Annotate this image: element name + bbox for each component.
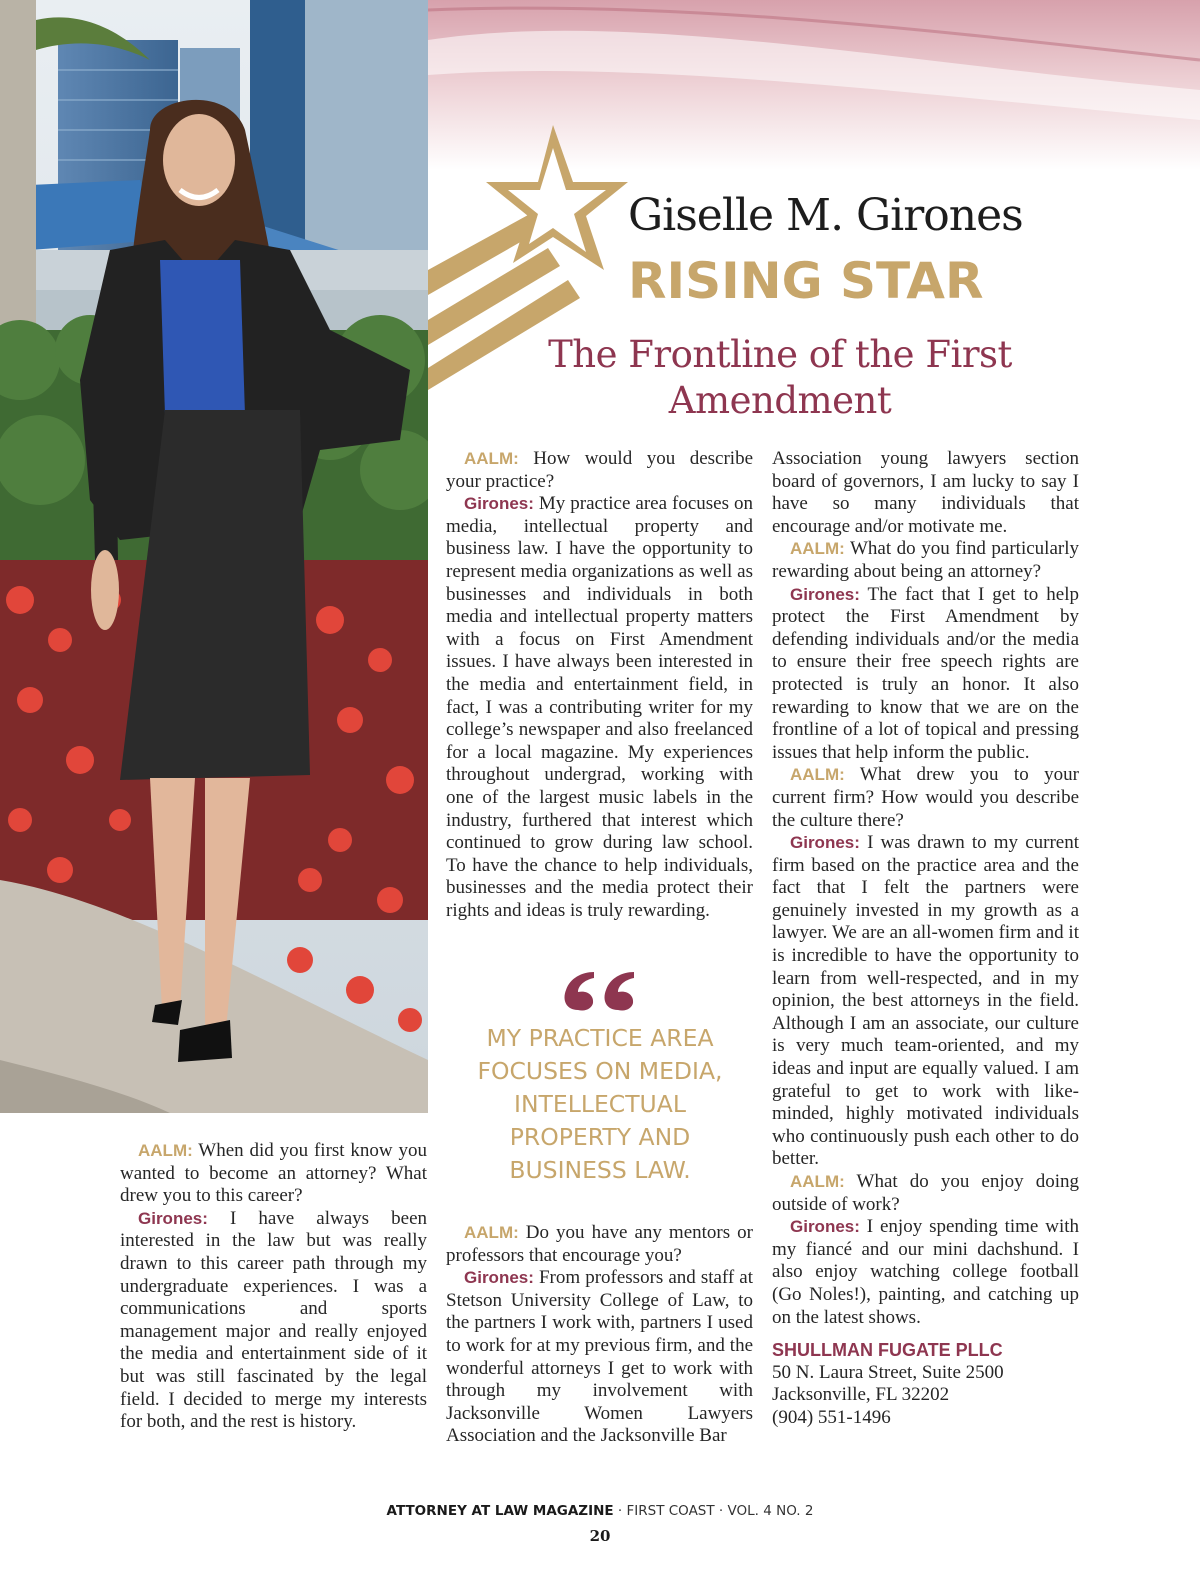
question-text: What drew you to your current firm? How would you describe the culture there? — [772, 764, 1079, 831]
column-middle-top — [446, 448, 753, 922]
answer-label: Girones: — [790, 1217, 860, 1237]
question-label: AALM: — [790, 539, 845, 559]
answer-text: Association young lawyers section board of governors, I am lucky to say I have so many individuals that encourage and/or motivate me. — [772, 448, 1079, 537]
pull-quote: MY PRACTICE AREA FOCUSES ON MEDIA, INTELLECTUAL PROPERTY AND BUSINESS LAW. — [477, 1024, 723, 1184]
question-text: How would you describe your practice? — [446, 448, 753, 492]
page-footer — [0, 1503, 1200, 1519]
firm-address-line1: 50 N. Laura Street, Suite 2500 — [772, 1361, 1004, 1383]
page-number: 20 — [589, 1527, 611, 1545]
portrait-photo — [0, 0, 428, 1113]
answer-label: Girones: — [790, 833, 860, 853]
answer-text: I was drawn to my current firm based on the practice area and the fact that I felt the partners were genuinely invested in my growth as a lawyer. We are an all-women firm and it is incredible to have the opportunity to learn from well-respected, and in my opinion, the best attorneys in the field. Although I am an associate, our culture is very much team-oriented, and my ideas and input are equally valued. I am grateful to get to work with like-minded, highly motivated individuals who continuously push each other to do better. — [772, 832, 1080, 1170]
firm-address-line2: Jacksonville, FL 32202 — [772, 1384, 950, 1406]
answer-text: I have always been interested in the law but was really drawn to this career path through my undergraduate experiences. I was a communications and sports management major and really enjoyed the media and entertainment side of it but was still fascinated by the legal field. I decided to merge my interests for both, and the rest is history. — [120, 1207, 428, 1433]
column-middle-bottom — [446, 1222, 753, 1448]
firm-phone: (904) 551-1496 — [772, 1406, 891, 1428]
answer-text: My practice area focuses on media, intellectual property and business law. I have the opportunity to represent media organizations as well as businesses and individuals in both media and intellectual property matters with a focus on First Amendment issues. I have always been interested in the media and entertainment field, in fact, I was a contributing writer for my college’s newspaper and also freelanced for a local magazine. My experiences throughout undergrad, working with one of the largest music labels in the industry, furthered that interest which continued to grow during law school. To have the chance to help individuals, businesses and the media protect their rights and ideas is truly rewarding. — [446, 493, 754, 921]
column-left — [120, 1140, 427, 1434]
question-text: What do you find particularly rewarding about being an attorney? — [772, 538, 1079, 582]
profile-name: Giselle M. Girones — [628, 190, 1023, 241]
answer-text: From professors and staff at Stetson University College of Law, to the partners I work with, partners I used to work for at my previous firm, and the wonderful attorneys I get to work with through my involvement with Jacksonville Women Lawyers Association and the Jacksonville Bar — [446, 1267, 754, 1447]
answer-label: Girones: — [464, 494, 534, 514]
question-text: What do you enjoy doing outside of work? — [772, 1171, 1079, 1215]
answer-label: Girones: — [138, 1208, 208, 1228]
magazine-name: ATTORNEY AT LAW MAGAZINE — [386, 1503, 614, 1519]
question-text: When did you first know you wanted to become an attorney? What drew you to this career? — [120, 1140, 427, 1207]
quote-mark-icon — [560, 960, 640, 1020]
answer-label: Girones: — [790, 584, 860, 604]
question-label: AALM: — [464, 1223, 519, 1242]
question-text: Do you have any mentors or professors that encourage you? — [446, 1222, 753, 1266]
column-right — [772, 448, 1079, 1430]
question-label: AALM: — [790, 765, 845, 785]
issue-details: · FIRST COAST · VOL. 4 NO. 2 — [613, 1503, 814, 1519]
question-label: AALM: — [790, 1172, 845, 1191]
answer-text: The fact that I get to help protect the First Amendment by defending individuals and/or the media to ensure their free speech rights are protected is truly an honor. It also rewarding to know that we are on the frontline of a lot of topical and pressing issues that help inform the public. — [772, 583, 1079, 763]
answer-text: I enjoy spending time with my fiancé and our mini dachshund. I also enjoy watching college football (Go Noles!), painting, and catching up on the latest shows. — [772, 1216, 1080, 1328]
question-label: AALM: — [464, 449, 519, 468]
firm-name: SHULLMAN FUGATE PLLC — [772, 1340, 1003, 1361]
article-headline: The Frontline of the First Amendment — [548, 333, 1012, 422]
answer-label: Girones: — [464, 1268, 534, 1288]
question-label: AALM: — [138, 1141, 193, 1160]
award-title: RISING STAR — [628, 252, 984, 310]
